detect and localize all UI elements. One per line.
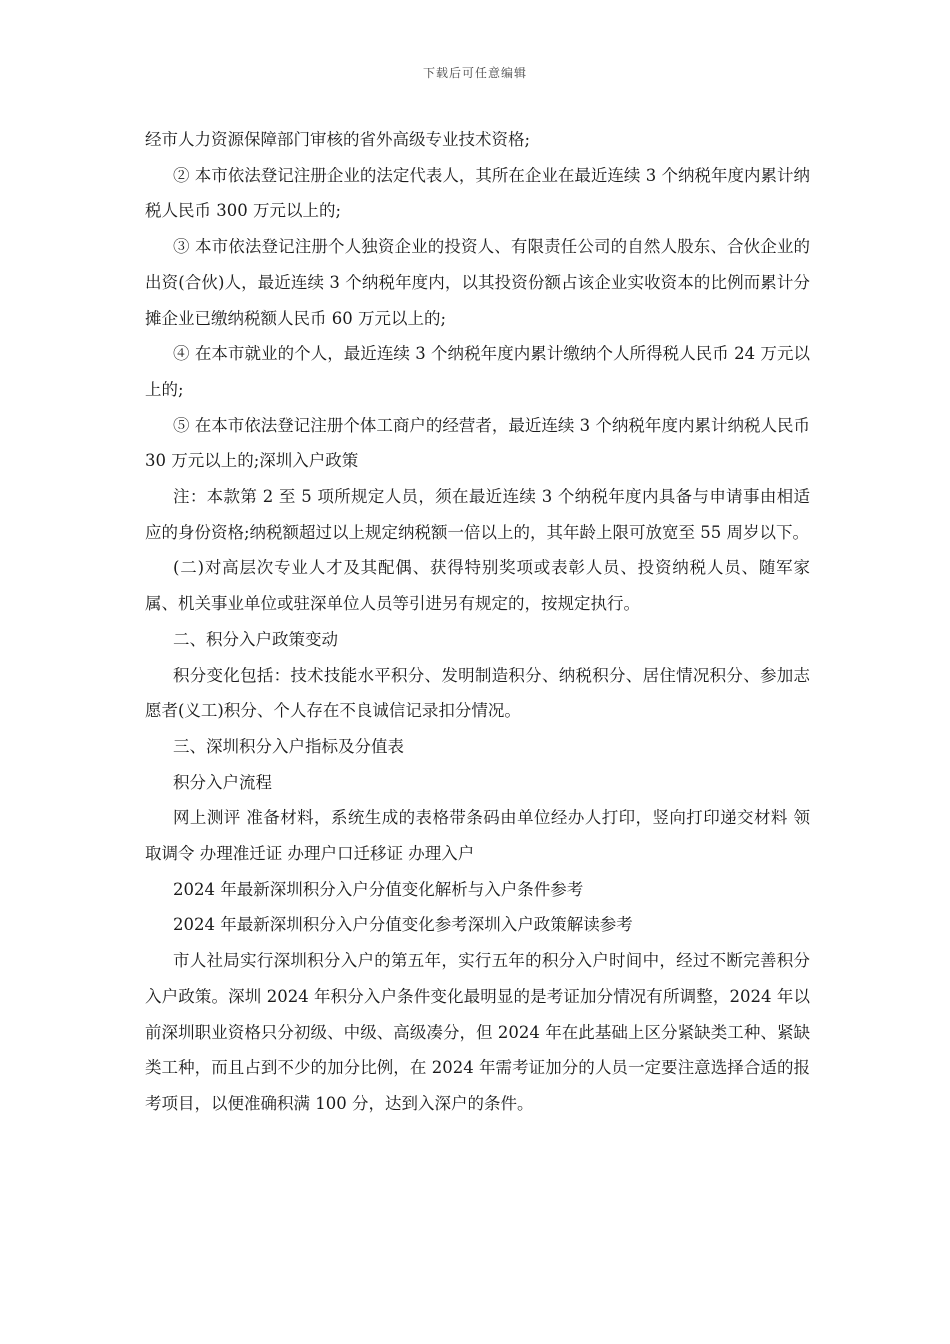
paragraph: ② 本市依法登记注册企业的法定代表人，其所在企业在最近连续 3 个纳税年度内累计纳税人民币 300 万元以上的; — [145, 165, 810, 221]
paragraph: ③ 本市依法登记注册个人独资企业的投资人、有限责任公司的自然人股东、合伙企业的出资(合伙)人，最近连续 3 个纳税年度内，以其投资份额占该企业实收资本的比例而累计分摊企业已缴纳税额人民币 60 万元以上的; — [145, 237, 810, 328]
section-heading: 三、深圳积分入户指标及分值表 — [173, 736, 404, 756]
paragraph: ④ 在本市就业的个人，最近连续 3 个纳税年度内累计缴纳个人所得税人民币 24 万元以上的; — [145, 344, 810, 399]
subheading: 积分入户流程 — [173, 772, 272, 792]
paragraph: 2024 年最新深圳积分入户分值变化解析与入户条件参考 — [173, 879, 584, 899]
paragraph: (二)对高层次专业人才及其配偶、获得特别奖项或表彰人员、投资纳税人员、随军家属、机关事业单位或驻深单位人员等引进另有规定的，按规定执行。 — [145, 558, 810, 614]
page-header: 下载后可任意编辑 — [422, 66, 527, 80]
paragraph: 注：本款第 2 至 5 项所规定人员，须在最近连续 3 个纳税年度内具备与申请事由相适应的身份资格;纳税额超过以上规定纳税额一倍以上的，其年龄上限可放宽至 55 周岁以下。 — [145, 487, 810, 542]
document-body — [145, 122, 810, 1122]
paragraph: 积分变化包括：技术技能水平积分、发明制造积分、纳税积分、居住情况积分、参加志愿者(义工)积分、个人存在不良诚信记录扣分情况。 — [145, 665, 810, 721]
section-heading: 二、积分入户政策变动 — [173, 629, 338, 649]
paragraph: 市人社局实行深圳积分入户的第五年，实行五年的积分入户时间中，经过不断完善积分入户政策。深圳 2024 年积分入户条件变化最明显的是考证加分情况有所调整，2024 年以前深圳职业资格只分初级、中级、高级凑分，但 2024 年在此基础上区分紧缺类工种、紧缺类工种，而且占到不少的加分比例，在 2024 年需考证加分的人员一定要注意选择合适的报考项目，以便准确积满 100 分，达到入深户的条件。 — [145, 951, 810, 1113]
paragraph: 经市人力资源保障部门审核的省外高级专业技术资格; — [145, 130, 531, 149]
paragraph: 2024 年最新深圳积分入户分值变化参考深圳入户政策解读参考 — [173, 915, 633, 935]
paragraph: 网上测评 准备材料，系统生成的表格带条码由单位经办人打印，竖向打印递交材料 领取调令 办理准迁证 办理户口迁移证 办理入户 — [145, 808, 810, 864]
paragraph: ⑤ 在本市依法登记注册个体工商户的经营者，最近连续 3 个纳税年度内累计纳税人民币 30 万元以上的;深圳入户政策 — [145, 415, 810, 471]
